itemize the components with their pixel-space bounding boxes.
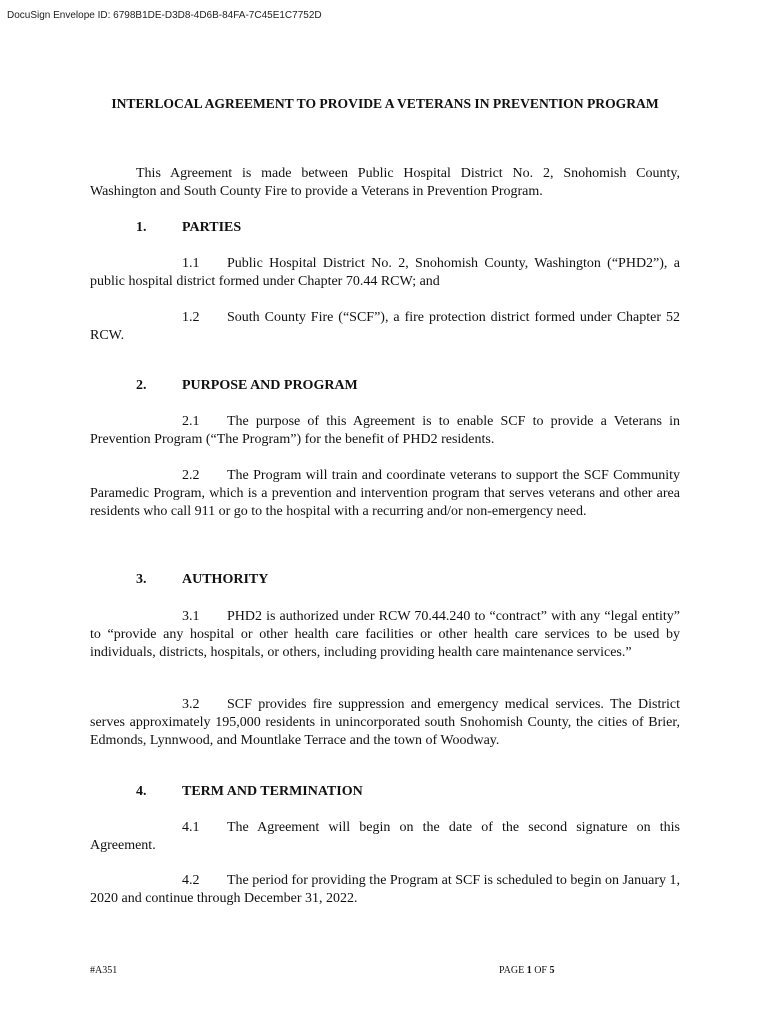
footer-doc-code: #A351 xyxy=(90,965,118,976)
clause-3-2: 3.2 SCF provides fire suppression and emergency medical services. The District serves approximately 195,000 residents in unincorporated south Snohomish County, the cities of Brier, Edmonds, Lynnwood, and Mountlake Terrace and the town of Woodway. xyxy=(90,697,680,748)
clause-4-1: 4.1 The Agreement will begin on the date of the second signature on this Agreement. xyxy=(90,820,680,853)
clause-1-1: 1.1 Public Hospital District No. 2, Snohomish County, Washington (“PHD2”), a public hospital district formed under Chapter 70.44 RCW; and xyxy=(90,256,680,289)
document-page: DocuSign Envelope ID: 6798B1DE-D3D8-4D6B-84FA-7C45E1C7752D INTERLOCAL AGREEMENT TO PROVIDE A VETERANS IN PREVENTION PROGRAM This Agreement is made between Public Hospital District No. 2, Snohomish County, Washington and South County Fire to provide a Veterans in Prevention Program. 1. PARTIES 1.1 Public Hospital District No. 2, Snohomish County, Washington (“PHD2”), a public hospital district formed under Chapter 70.44 RCW; and 1.2 South County Fire (“SCF”), a fire protection district formed under Chapter 52 RCW. 2. PURPOSE AND PROGRAM 2.1 The purpose of this Agreement is to enable SCF to provide a Veterans in Prevention Program (“The Program”) for the benefit of PHD2 residents. 2.2 The Program will train and coordinate veterans to support the SCF Community Paramedic Program, which is a prevention and intervention program that serves veterans and other area residents who call 911 or go to the hospital with a recurring and/or non-emergency need. 3. AUTHORITY 3.1 PHD2 is authorized under RCW 70.44.240 to “contract” with any “legal entity” to “provide any hospital or other health care facilities or other health care services to be used by individuals, districts, hospitals, or others, including providing health care maintenance services.” 3.2 SCF provides fire suppression and emergency medical services. The District serves approximately 195,000 residents in unincorporated south Snohomish County, the cities of Brier, Edmonds, Lynnwood, and Mountlake Terrace and the town of Woodway. 4. TERM AND TERMINATION 4.1 The Agreement will begin on the date of the second signature on this Agreement. 4.2 The period for providing the Program at SCF is scheduled to begin on January 1, 2020 and continue through December 31, 2022. #A351 PAGE 1 OF 5 xyxy=(7,10,680,976)
docusign-envelope-id: DocuSign Envelope ID: 6798B1DE-D3D8-4D6B-84FA-7C45E1C7752D xyxy=(7,10,322,21)
clause-4-2: 4.2 The period for providing the Program at SCF is scheduled to begin on January 1, 2020 and continue through December 31, 2022. xyxy=(90,873,680,906)
clause-1-2: 1.2 South County Fire (“SCF”), a fire protection district formed under Chapter 52 RCW. xyxy=(90,310,680,343)
clause-3-1: 3.1 PHD2 is authorized under RCW 70.44.240 to “contract” with any “legal entity” to “provide any hospital or other health care facilities or other health care services to be used by individuals, districts, hospitals, or others, including providing health care maintenance services.” xyxy=(90,609,680,660)
clause-2-2: 2.2 The Program will train and coordinate veterans to support the SCF Community Paramedic Program, which is a prevention and intervention program that serves veterans and other area residents who call 911 or go to the hospital with a recurring and/or non-emergency need. xyxy=(90,468,680,519)
intro-paragraph: This Agreement is made between Public Hospital District No. 2, Snohomish County, Washington and South County Fire to provide a Veterans in Prevention Program. xyxy=(90,166,680,199)
footer-page-number: PAGE 1 OF 5 xyxy=(499,965,555,976)
document-title: INTERLOCAL AGREEMENT TO PROVIDE A VETERANS IN PREVENTION PROGRAM xyxy=(111,96,659,111)
clause-2-1: 2.1 The purpose of this Agreement is to enable SCF to provide a Veterans in Prevention Program (“The Program”) for the benefit of PHD2 residents. xyxy=(90,414,680,447)
